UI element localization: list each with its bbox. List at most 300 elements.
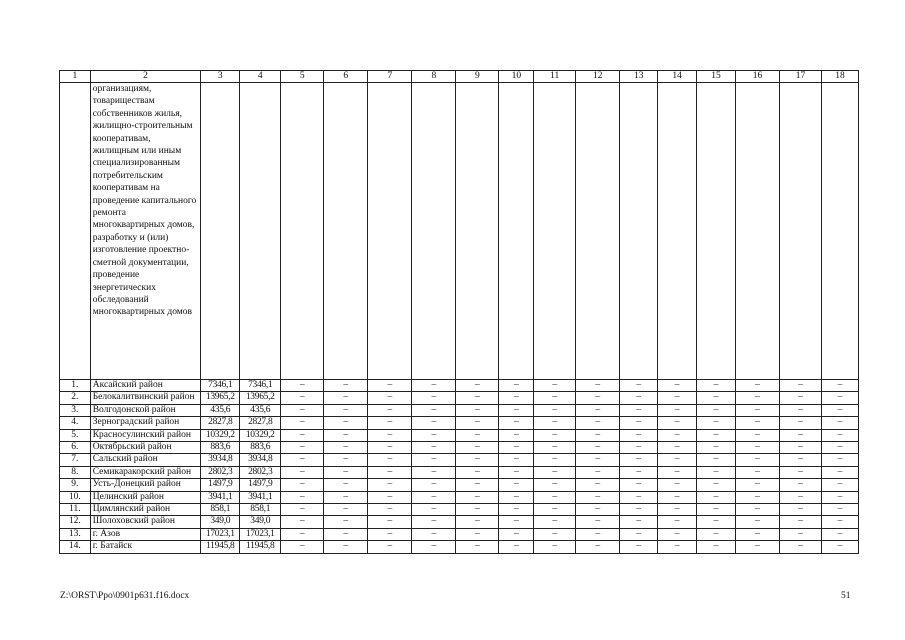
row-dash-cell: – [736, 404, 780, 416]
row-value-col4: 883,6 [240, 442, 281, 454]
row-dash-cell: – [576, 528, 620, 540]
row-dash-cell: – [456, 541, 499, 553]
header-cell: 13 [620, 71, 658, 83]
header-cell: 17 [780, 71, 822, 83]
row-dash-cell: – [281, 528, 324, 540]
row-dash-cell: – [456, 380, 499, 392]
intro-empty-cell [576, 83, 620, 380]
row-dash-cell: – [324, 479, 368, 491]
row-dash-cell: – [412, 454, 456, 466]
row-dash-cell: – [658, 392, 697, 404]
row-value-col4: 11945,8 [240, 541, 281, 553]
row-dash-cell: – [736, 516, 780, 528]
row-dash-cell: – [368, 541, 412, 553]
row-dash-cell: – [620, 504, 658, 516]
row-district-name: Сальский район [90, 454, 201, 466]
row-value-col3: 7346,1 [201, 380, 240, 392]
row-number: 3. [60, 404, 91, 416]
row-dash-cell: – [576, 380, 620, 392]
row-district-name: Шолоховский район [90, 516, 201, 528]
row-dash-cell: – [412, 404, 456, 416]
row-dash-cell: – [620, 516, 658, 528]
row-dash-cell: – [736, 429, 780, 441]
row-dash-cell: – [822, 491, 859, 503]
header-cell: 2 [90, 71, 201, 83]
row-dash-cell: – [368, 454, 412, 466]
row-dash-cell: – [499, 417, 534, 429]
header-cell: 16 [736, 71, 780, 83]
intro-empty-cell [534, 83, 576, 380]
row-dash-cell: – [822, 528, 859, 540]
row-dash-cell: – [576, 392, 620, 404]
row-dash-cell: – [697, 528, 736, 540]
row-district-name: Белокалитвинский район [90, 392, 201, 404]
intro-empty-cell [412, 83, 456, 380]
row-dash-cell: – [576, 479, 620, 491]
row-dash-cell: – [324, 404, 368, 416]
row-dash-cell: – [736, 541, 780, 553]
row-dash-cell: – [324, 442, 368, 454]
row-dash-cell: – [499, 454, 534, 466]
row-dash-cell: – [780, 479, 822, 491]
row-dash-cell: – [780, 516, 822, 528]
row-dash-cell: – [412, 491, 456, 503]
row-number: 13. [60, 528, 91, 540]
row-dash-cell: – [576, 404, 620, 416]
row-value-col3: 17023,1 [201, 528, 240, 540]
row-value-col4: 2802,3 [240, 466, 281, 478]
row-dash-cell: – [780, 491, 822, 503]
table-row [60, 392, 859, 404]
row-dash-cell: – [736, 479, 780, 491]
row-district-name: Усть-Донецкий район [90, 479, 201, 491]
row-dash-cell: – [324, 380, 368, 392]
row-dash-cell: – [412, 380, 456, 392]
row-dash-cell: – [822, 404, 859, 416]
row-dash-cell: – [368, 404, 412, 416]
row-dash-cell: – [658, 380, 697, 392]
header-cell: 1 [60, 71, 91, 83]
row-dash-cell: – [456, 417, 499, 429]
row-dash-cell: – [620, 442, 658, 454]
row-dash-cell: – [620, 454, 658, 466]
row-dash-cell: – [822, 479, 859, 491]
row-dash-cell: – [822, 392, 859, 404]
row-dash-cell: – [368, 392, 412, 404]
row-district-name: Целинский район [90, 491, 201, 503]
row-dash-cell: – [368, 504, 412, 516]
header-cell: 3 [201, 71, 240, 83]
row-dash-cell: – [780, 504, 822, 516]
row-value-col4: 7346,1 [240, 380, 281, 392]
row-dash-cell: – [697, 504, 736, 516]
row-dash-cell: – [620, 528, 658, 540]
row-dash-cell: – [534, 404, 576, 416]
row-dash-cell: – [281, 404, 324, 416]
row-dash-cell: – [780, 466, 822, 478]
row-dash-cell: – [281, 504, 324, 516]
row-dash-cell: – [736, 392, 780, 404]
row-dash-cell: – [281, 541, 324, 553]
row-dash-cell: – [456, 528, 499, 540]
row-dash-cell: – [620, 491, 658, 503]
row-dash-cell: – [368, 466, 412, 478]
header-cell: 12 [576, 71, 620, 83]
row-dash-cell: – [697, 392, 736, 404]
row-dash-cell: – [499, 491, 534, 503]
intro-empty-cell [697, 83, 736, 380]
row-dash-cell: – [620, 417, 658, 429]
row-district-name: г. Азов [90, 528, 201, 540]
row-dash-cell: – [281, 392, 324, 404]
row-dash-cell: – [822, 504, 859, 516]
header-cell: 10 [499, 71, 534, 83]
row-dash-cell: – [736, 454, 780, 466]
row-value-col3: 3934,8 [201, 454, 240, 466]
row-dash-cell: – [456, 491, 499, 503]
row-dash-cell: – [534, 392, 576, 404]
header-cell: 6 [324, 71, 368, 83]
row-dash-cell: – [281, 442, 324, 454]
intro-empty-cell [201, 83, 240, 380]
row-dash-cell: – [822, 442, 859, 454]
table-row [60, 442, 859, 454]
intro-number-cell [60, 83, 91, 380]
row-dash-cell: – [281, 429, 324, 441]
row-dash-cell: – [620, 392, 658, 404]
row-dash-cell: – [658, 528, 697, 540]
row-dash-cell: – [620, 429, 658, 441]
row-dash-cell: – [412, 466, 456, 478]
header-cell: 18 [822, 71, 859, 83]
row-dash-cell: – [697, 380, 736, 392]
header-cell: 4 [240, 71, 281, 83]
row-dash-cell: – [324, 516, 368, 528]
row-dash-cell: – [281, 479, 324, 491]
row-dash-cell: – [324, 392, 368, 404]
row-number: 9. [60, 479, 91, 491]
intro-empty-cell [240, 83, 281, 380]
intro-empty-cell [780, 83, 822, 380]
row-dash-cell: – [620, 541, 658, 553]
row-dash-cell: – [499, 541, 534, 553]
table-row [60, 541, 859, 553]
row-dash-cell: – [780, 404, 822, 416]
row-district-name: Зерноградский район [90, 417, 201, 429]
row-dash-cell: – [780, 442, 822, 454]
row-dash-cell: – [324, 454, 368, 466]
intro-description-text: организациям, товариществам собственников жилья, жилищно-строительным кооперативам, жилищным или иным специализированным потребительским кооперативам на проведение капитального ремонта многоквартирных домов, разработку и (или) изготовление проектно-сметной документации, проведение энергетических обследований многоквартирных домов [92, 84, 197, 318]
row-value-col3: 3941,1 [201, 491, 240, 503]
row-dash-cell: – [658, 479, 697, 491]
row-dash-cell: – [456, 516, 499, 528]
row-district-name: Октябрьский район [90, 442, 201, 454]
table-row [60, 528, 859, 540]
row-dash-cell: – [499, 528, 534, 540]
row-dash-cell: – [822, 516, 859, 528]
intro-empty-cell [499, 83, 534, 380]
row-district-name: Цимлянский район [90, 504, 201, 516]
row-dash-cell: – [658, 454, 697, 466]
row-dash-cell: – [736, 528, 780, 540]
row-dash-cell: – [576, 504, 620, 516]
row-dash-cell: – [456, 429, 499, 441]
intro-empty-cell [324, 83, 368, 380]
row-dash-cell: – [780, 454, 822, 466]
row-dash-cell: – [697, 429, 736, 441]
row-dash-cell: – [368, 528, 412, 540]
row-number: 10. [60, 491, 91, 503]
row-value-col4: 17023,1 [240, 528, 281, 540]
row-dash-cell: – [499, 429, 534, 441]
row-dash-cell: – [780, 429, 822, 441]
row-dash-cell: – [658, 404, 697, 416]
row-dash-cell: – [822, 417, 859, 429]
row-value-col3: 349,0 [201, 516, 240, 528]
intro-empty-cell [281, 83, 324, 380]
row-dash-cell: – [736, 417, 780, 429]
row-dash-cell: – [736, 442, 780, 454]
row-dash-cell: – [412, 541, 456, 553]
row-dash-cell: – [780, 541, 822, 553]
row-number: 14. [60, 541, 91, 553]
row-dash-cell: – [697, 466, 736, 478]
row-dash-cell: – [499, 504, 534, 516]
row-dash-cell: – [456, 454, 499, 466]
row-dash-cell: – [499, 466, 534, 478]
row-dash-cell: – [281, 454, 324, 466]
row-dash-cell: – [324, 491, 368, 503]
table-row [60, 417, 859, 429]
row-district-name: Красносулинский район [90, 429, 201, 441]
row-dash-cell: – [658, 541, 697, 553]
row-dash-cell: – [822, 380, 859, 392]
table-row [60, 504, 859, 516]
row-dash-cell: – [456, 504, 499, 516]
row-dash-cell: – [697, 516, 736, 528]
row-dash-cell: – [324, 528, 368, 540]
row-dash-cell: – [534, 442, 576, 454]
row-dash-cell: – [499, 392, 534, 404]
table-row [60, 491, 859, 503]
row-dash-cell: – [324, 429, 368, 441]
intro-empty-cell [456, 83, 499, 380]
row-dash-cell: – [576, 442, 620, 454]
row-dash-cell: – [736, 466, 780, 478]
row-dash-cell: – [697, 491, 736, 503]
row-dash-cell: – [736, 491, 780, 503]
row-dash-cell: – [324, 541, 368, 553]
header-cell: 7 [368, 71, 412, 83]
row-dash-cell: – [576, 541, 620, 553]
intro-empty-cell [620, 83, 658, 380]
row-dash-cell: – [658, 504, 697, 516]
row-value-col4: 858,1 [240, 504, 281, 516]
row-dash-cell: – [324, 504, 368, 516]
row-dash-cell: – [697, 479, 736, 491]
row-dash-cell: – [780, 392, 822, 404]
row-dash-cell: – [780, 528, 822, 540]
row-value-col4: 13965,2 [240, 392, 281, 404]
row-value-col3: 11945,8 [201, 541, 240, 553]
row-dash-cell: – [412, 392, 456, 404]
row-dash-cell: – [534, 454, 576, 466]
header-cell: 9 [456, 71, 499, 83]
table-row [60, 466, 859, 478]
row-number: 8. [60, 466, 91, 478]
header-cell: 5 [281, 71, 324, 83]
row-dash-cell: – [456, 392, 499, 404]
row-district-name: Волгодонской район [90, 404, 201, 416]
row-dash-cell: – [620, 466, 658, 478]
table-row [60, 479, 859, 491]
row-value-col3: 435,6 [201, 404, 240, 416]
row-value-col4: 2827,8 [240, 417, 281, 429]
row-dash-cell: – [697, 454, 736, 466]
row-dash-cell: – [281, 380, 324, 392]
row-dash-cell: – [620, 479, 658, 491]
row-dash-cell: – [534, 429, 576, 441]
row-value-col4: 10329,2 [240, 429, 281, 441]
row-dash-cell: – [534, 479, 576, 491]
row-value-col3: 858,1 [201, 504, 240, 516]
data-table [59, 70, 859, 554]
intro-row [60, 83, 859, 380]
row-dash-cell: – [412, 429, 456, 441]
table-row [60, 380, 859, 392]
row-dash-cell: – [658, 491, 697, 503]
row-value-col4: 349,0 [240, 516, 281, 528]
row-number: 5. [60, 429, 91, 441]
row-district-name: Аксайский район [90, 380, 201, 392]
row-dash-cell: – [412, 442, 456, 454]
row-dash-cell: – [368, 442, 412, 454]
header-cell: 11 [534, 71, 576, 83]
row-dash-cell: – [576, 417, 620, 429]
row-dash-cell: – [281, 466, 324, 478]
row-dash-cell: – [620, 404, 658, 416]
row-district-name: Семикаракорский район [90, 466, 201, 478]
row-dash-cell: – [576, 491, 620, 503]
row-dash-cell: – [620, 380, 658, 392]
row-dash-cell: – [697, 541, 736, 553]
row-dash-cell: – [658, 417, 697, 429]
row-dash-cell: – [368, 516, 412, 528]
row-dash-cell: – [281, 417, 324, 429]
table-row [60, 429, 859, 441]
row-dash-cell: – [576, 429, 620, 441]
row-value-col4: 3934,8 [240, 454, 281, 466]
row-value-col3: 1497,9 [201, 479, 240, 491]
intro-empty-cell [822, 83, 859, 380]
row-dash-cell: – [499, 380, 534, 392]
row-dash-cell: – [456, 442, 499, 454]
row-dash-cell: – [822, 541, 859, 553]
row-dash-cell: – [368, 417, 412, 429]
row-number: 11. [60, 504, 91, 516]
row-dash-cell: – [576, 454, 620, 466]
intro-empty-cell [736, 83, 780, 380]
row-district-name: г. Батайск [90, 541, 201, 553]
row-value-col4: 435,6 [240, 404, 281, 416]
row-dash-cell: – [499, 479, 534, 491]
row-dash-cell: – [534, 380, 576, 392]
intro-empty-cell [368, 83, 412, 380]
row-dash-cell: – [822, 466, 859, 478]
row-dash-cell: – [368, 479, 412, 491]
row-dash-cell: – [534, 491, 576, 503]
row-value-col3: 13965,2 [201, 392, 240, 404]
row-dash-cell: – [658, 429, 697, 441]
header-cell: 8 [412, 71, 456, 83]
row-dash-cell: – [456, 404, 499, 416]
row-dash-cell: – [324, 417, 368, 429]
row-dash-cell: – [456, 479, 499, 491]
footer-file-path: Z:\ORST\Ppo\0901p631.f16.docx [60, 591, 190, 601]
intro-empty-cell [658, 83, 697, 380]
row-dash-cell: – [499, 404, 534, 416]
row-number: 2. [60, 392, 91, 404]
row-dash-cell: – [736, 504, 780, 516]
row-value-col3: 2827,8 [201, 417, 240, 429]
row-dash-cell: – [534, 541, 576, 553]
row-dash-cell: – [412, 516, 456, 528]
row-value-col3: 883,6 [201, 442, 240, 454]
header-row [60, 71, 859, 83]
row-dash-cell: – [697, 442, 736, 454]
row-dash-cell: – [281, 491, 324, 503]
row-dash-cell: – [499, 442, 534, 454]
row-number: 6. [60, 442, 91, 454]
row-dash-cell: – [822, 454, 859, 466]
row-dash-cell: – [658, 466, 697, 478]
row-dash-cell: – [658, 442, 697, 454]
table-row [60, 516, 859, 528]
row-number: 1. [60, 380, 91, 392]
row-dash-cell: – [780, 380, 822, 392]
row-value-col3: 10329,2 [201, 429, 240, 441]
row-dash-cell: – [736, 380, 780, 392]
row-dash-cell: – [697, 417, 736, 429]
row-dash-cell: – [534, 516, 576, 528]
row-dash-cell: – [780, 417, 822, 429]
row-value-col4: 3941,1 [240, 491, 281, 503]
row-dash-cell: – [368, 429, 412, 441]
row-dash-cell: – [697, 404, 736, 416]
table-row [60, 454, 859, 466]
row-number: 4. [60, 417, 91, 429]
row-dash-cell: – [324, 466, 368, 478]
row-dash-cell: – [368, 380, 412, 392]
row-dash-cell: – [576, 516, 620, 528]
row-dash-cell: – [534, 504, 576, 516]
row-dash-cell: – [534, 528, 576, 540]
row-value-col3: 2802,3 [201, 466, 240, 478]
row-dash-cell: – [822, 429, 859, 441]
table-row [60, 404, 859, 416]
header-cell: 15 [697, 71, 736, 83]
row-dash-cell: – [499, 516, 534, 528]
row-dash-cell: – [412, 528, 456, 540]
row-dash-cell: – [456, 466, 499, 478]
intro-description-cell [90, 83, 201, 380]
row-dash-cell: – [281, 516, 324, 528]
row-dash-cell: – [658, 516, 697, 528]
row-dash-cell: – [534, 466, 576, 478]
row-value-col4: 1497,9 [240, 479, 281, 491]
row-dash-cell: – [534, 417, 576, 429]
row-dash-cell: – [412, 417, 456, 429]
